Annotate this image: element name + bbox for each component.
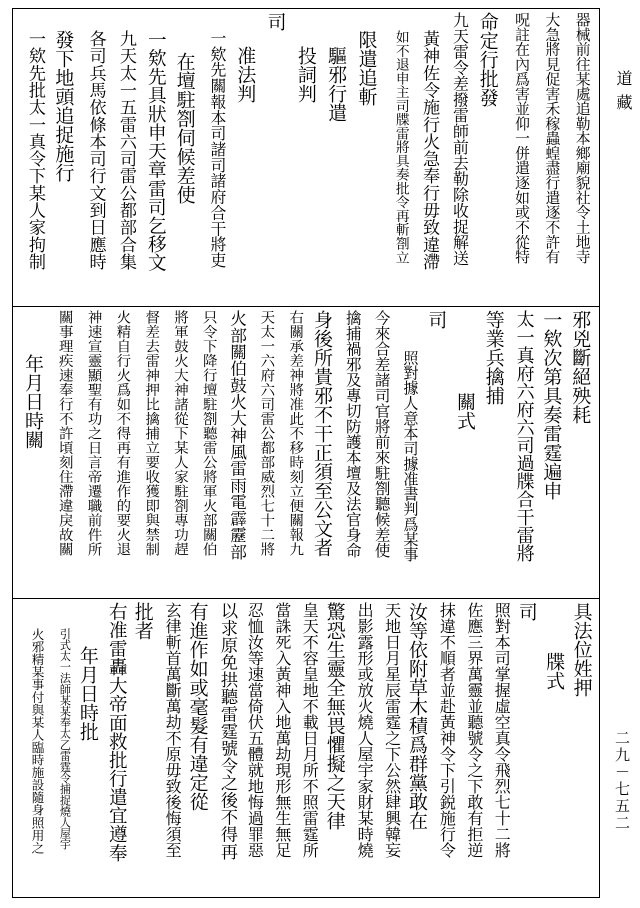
text-column: 司 (425, 310, 448, 329)
text-column: 身後所貴邪不干正須至公文者 (311, 310, 333, 557)
text-column: 照對據人意本司據准書判爲某事 (401, 350, 420, 562)
text-column: 驅邪行遣 (325, 46, 348, 122)
text-column: 擒捕禍邪及專切防護本壇及法官身命 (343, 310, 362, 558)
text-column: 出影露形或放火燒人屋宇家財某時燒 (355, 602, 375, 858)
text-column: 將軍鼓火大神諸從下某人家駐劄專功趕 (172, 310, 188, 556)
text-column: 九天雷令差撥雷師前去勒除收捉解送 (450, 12, 470, 266)
text-column: 汝等依附草木積爲群黨敢在 (406, 602, 428, 830)
text-column: 引式太一法師某某奉太乙雷霆令捕捉燒人屋宇 (58, 628, 72, 850)
text-column: 在壇駐劄伺候差使 (173, 52, 196, 204)
text-column: 具法位姓押 (570, 602, 593, 697)
text-column: 限遣追斬 (355, 30, 378, 106)
text-column: 准法判 (234, 46, 257, 103)
text-column: 照對本司掌握虛空真令飛烈七十二將 (492, 602, 512, 858)
text-column: 批者 (131, 602, 154, 640)
collection-label: 道藏 (614, 70, 633, 118)
text-column: 火邪精某事付與某人臨時施設隨身照用之 (30, 628, 45, 854)
text-column: 呪註在內爲害並仰一併遣逐如或不從特 (513, 12, 531, 264)
panel-middle (14, 310, 598, 594)
text-column: 玄律斬首萬斷萬劫不原毋致後悔須至 (163, 602, 183, 858)
text-column: 發下地頭追捉施行 (52, 30, 75, 182)
text-column: 一欸先批太一真令下某人家拘制 (25, 30, 45, 270)
text-column: 邪兇斷絕殃耗 (569, 310, 592, 424)
text-column: 太一真府六府六司過牒合干雷將 (513, 310, 535, 562)
text-column: 只令下降行壇駐劄聽雷公將軍火部關伯 (200, 310, 217, 556)
text-column: 關式 (454, 392, 476, 430)
text-column: 司 (264, 12, 287, 31)
text-column: 大急將見促害禾稼蟲蝗盡行遣逐不許有 (543, 12, 561, 264)
text-column: 有進作如或毫髮有違定從 (186, 602, 209, 811)
text-column: 一欸先具狀申天章雷司乞移文 (145, 30, 167, 272)
text-column: 牒式 (543, 652, 566, 690)
text-column: 命定行批發 (476, 12, 499, 107)
text-column: 忍恤汝等速當倚伏五體就地悔過罪惡 (245, 602, 265, 858)
text-column: 火部關伯鼓火大神風雷雨電霹靂部 (227, 310, 247, 560)
text-column: 九天太一五雷六司雷公都部合集 (115, 30, 136, 270)
text-column: 火精自行火爲如不得再有進作的要火退 (114, 310, 131, 556)
panel-divider-1 (12, 306, 600, 307)
text-column: 器械前往某處追勒本鄉廟貌社令土地寺 (573, 12, 591, 264)
text-column: 督差去雷神押比擒捕立要收獲即與禁制 (143, 310, 160, 556)
text-column: 今來合差諸司官將前來駐劄聽候差使 (372, 310, 391, 558)
text-column: 年月日時批 (76, 646, 99, 741)
text-column: 天太一六府六司雷公都部威烈七十二將 (258, 310, 275, 556)
page-number: 二九－七五二 (613, 730, 631, 832)
text-column: 年月日時關 (22, 354, 44, 449)
text-column: 各司兵馬依條本司行文到日應時 (85, 30, 106, 270)
text-column: 天地日月星辰雷霆之下公然肆興韓妄 (382, 602, 402, 858)
text-column: 右關承差神將准此不移時刻立便關報九 (287, 310, 304, 556)
panel-divider-2 (12, 598, 600, 599)
panel-bottom (14, 602, 598, 894)
text-column: 右准雷轟大帝面救批行遣宜遵奉 (106, 602, 128, 862)
text-column: 神速宣靈顯聖有功之日言帝遷職前件所 (85, 310, 102, 556)
text-column: 皇天不容皇地不載日月所不照雷霆所 (300, 602, 320, 858)
text-column: 當誅死入黃神入地萬劫現形無生無足 (272, 602, 292, 858)
text-column: 抹違不順者並赴黃神令下引鋭施行令 (437, 602, 457, 858)
text-column: 驚恐生靈全無畏懼擬之天律 (323, 602, 346, 830)
text-column: 佐應三界萬靈並聽號令之下敢有拒逆 (464, 602, 484, 858)
text-column: 一欸次第具奏雷霆遍申 (540, 310, 563, 500)
text-column: 如不退申主司牒雷將具奏批令再斬劄立 (392, 30, 409, 264)
text-column: 黃神佐令施行火急奉行毋致違滯 (419, 30, 440, 270)
text-column: 等業兵擒捕 (482, 310, 505, 405)
text-column: 投詞判 (294, 46, 317, 103)
text-column: 一欸先關報本司諸司諸府合干將吏 (207, 30, 227, 268)
text-column: 關事理疾速奉行不許頃刻住滯違戾故關 (56, 310, 73, 556)
text-column: 以求原免拱聽雷霆號令之後不得再 (217, 602, 237, 860)
panel-top (14, 12, 598, 302)
text-column: 司 (515, 602, 538, 621)
